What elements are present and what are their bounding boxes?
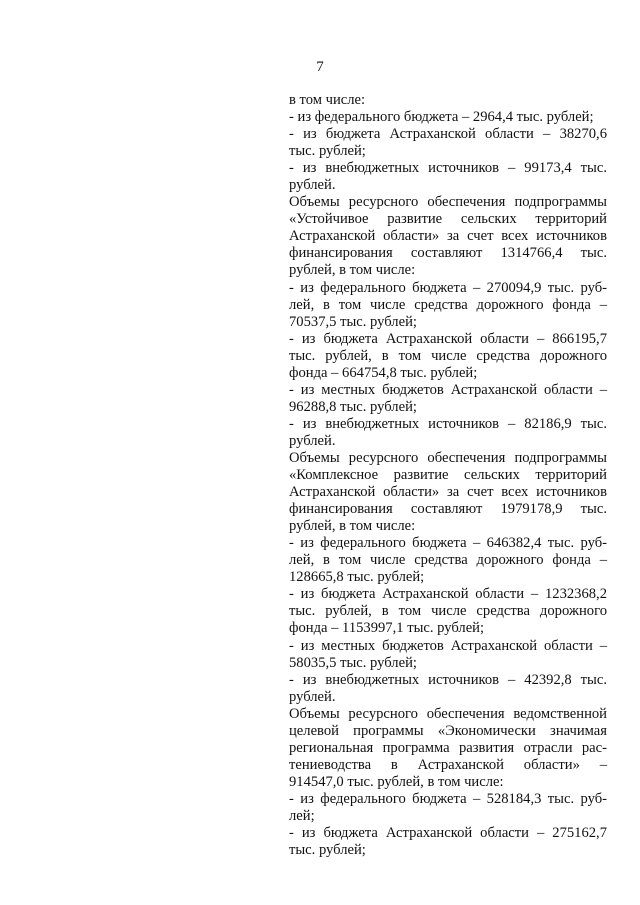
text-line: - из внебюджетных источников – 42392,8 тыс. (289, 671, 607, 688)
text-line: тыс. рублей, в том числе средства дорожного (289, 603, 607, 620)
text-line: 96288,8 тыс. рублей; (289, 398, 417, 415)
text-line: рублей. (289, 432, 336, 449)
text-line: «Устойчивое развитие сельских территорий (289, 211, 607, 228)
text-line: рублей. (289, 177, 336, 194)
text-line: «Комплексное развитие сельских территорий (289, 467, 607, 484)
text-line: Объемы ресурсного обеспечения подпрограммы (289, 449, 607, 466)
text-line: тыс. рублей, в том числе средства дорожного (289, 347, 607, 364)
text-line: рублей, в том числе: (289, 262, 416, 279)
text-line: - из внебюджетных источников – 82186,9 тыс. (289, 415, 607, 432)
text-line: целевой программы «Экономически значимая (289, 722, 607, 739)
text-line: лей, в том числе средства дорожного фонда – (289, 552, 607, 569)
text-line: Астраханской области» за счет всех источников (289, 484, 607, 501)
text-line: - из федерального бюджета – 2964,4 тыс. рублей; (289, 109, 594, 126)
document-body (289, 92, 607, 859)
page-number: 7 (316, 59, 324, 75)
text-line: 128665,8 тыс. рублей; (289, 569, 425, 586)
text-line: финансирования составляют 1979178,9 тыс. (289, 501, 607, 518)
text-line: 914547,0 тыс. рублей, в том числе: (289, 773, 504, 790)
text-line: - из федерального бюджета – 270094,9 тыс. руб- (289, 279, 607, 296)
text-line: тыс. рублей; (289, 842, 366, 859)
text-line: региональная программа развития отрасли рас- (289, 739, 607, 756)
text-line: Астраханской области» за счет всех источников (289, 228, 607, 245)
text-line: лей; (289, 807, 315, 824)
text-line: - из бюджета Астраханской области – 275162,7 (289, 825, 607, 842)
text-line: - из федерального бюджета – 528184,3 тыс. руб- (289, 790, 607, 807)
text-line: 70537,5 тыс. рублей; (289, 313, 417, 330)
text-line: - из бюджета Астраханской области – 1232368,2 (289, 586, 607, 603)
text-line: - из внебюджетных источников – 99173,4 тыс. (289, 160, 607, 177)
text-line: финансирования составляют 1314766,4 тыс. (289, 245, 607, 262)
text-line: - из бюджета Астраханской области – 38270,6 (289, 126, 607, 143)
text-line: 58035,5 тыс. рублей; (289, 654, 417, 671)
text-line: рублей, в том числе: (289, 518, 416, 535)
text-line: в том числе: (289, 92, 366, 108)
text-line: Объемы ресурсного обеспечения ведомственной (289, 705, 607, 722)
text-line: фонда – 1153997,1 тыс. рублей; (289, 620, 485, 637)
text-line: лей, в том числе средства дорожного фонда – (289, 296, 607, 313)
text-line: рублей. (289, 688, 336, 705)
text-line: - из местных бюджетов Астраханской области – (289, 381, 607, 398)
text-line: - из федерального бюджета – 646382,4 тыс. руб- (289, 535, 607, 552)
text-line: фонда – 664754,8 тыс. рублей; (289, 364, 478, 381)
text-line: тыс. рублей; (289, 143, 366, 160)
text-line: Объемы ресурсного обеспечения подпрограммы (289, 194, 607, 211)
text-line: - из бюджета Астраханской области – 866195,7 (289, 330, 607, 347)
text-line: - из местных бюджетов Астраханской области – (289, 637, 607, 654)
text-line: тениеводства в Астраханской области» – (289, 756, 607, 773)
